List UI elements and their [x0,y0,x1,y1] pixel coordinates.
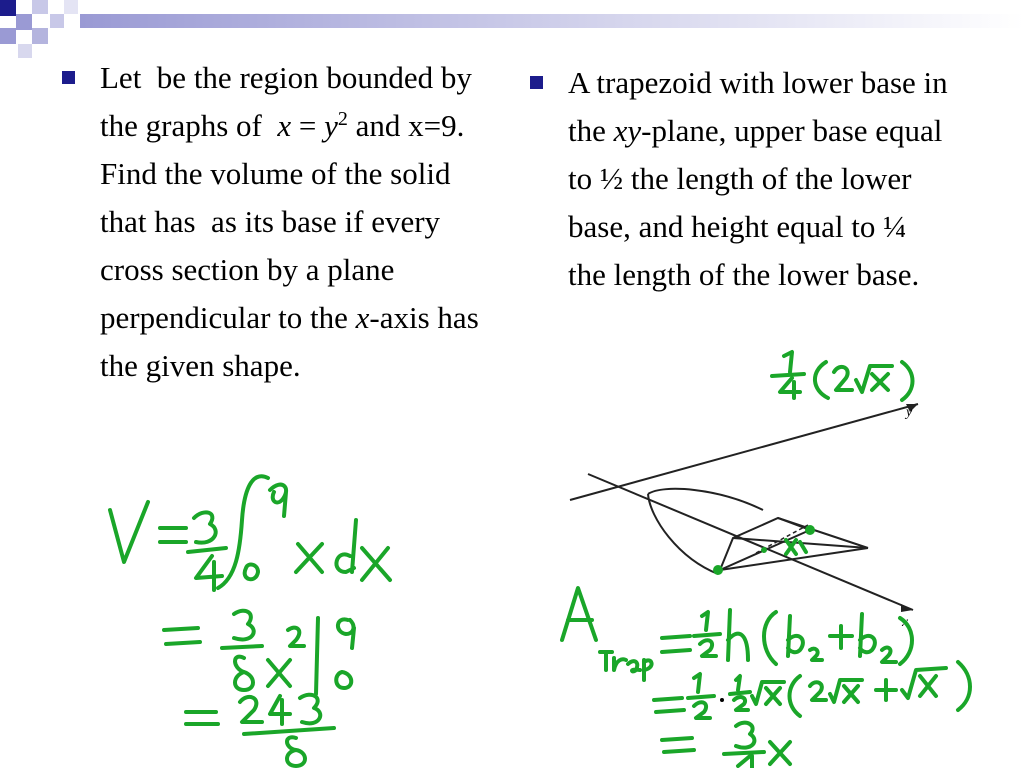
right-bullet [530,59,956,299]
handwritten-volume-integral [110,476,390,590]
handwritten-antiderivative [164,611,354,694]
x-axis-label: x [902,615,909,628]
y-axis-label: y [906,405,913,420]
bullet-marker [530,76,543,89]
handwritten-result [186,695,334,766]
left-bullet [62,54,502,390]
right-bullet-text: A trapezoid with lower base in the xy-plane, upper base equal to ½ the length of the lower base, and height equal to ¼ the length of the lower base. [568,65,956,292]
left-bullet-text: Let be the region bounded by the graphs of $x = y^2$ and x=9. Find the volume of the solid that has as its base if every cross section by a plane perpendicular to the x-axis has the given shape. [100,60,487,383]
bullet-marker [62,71,75,84]
handwritten-area-result [662,723,790,768]
cross-section-figure [568,388,928,628]
handwritten-area-substitution [654,662,970,718]
